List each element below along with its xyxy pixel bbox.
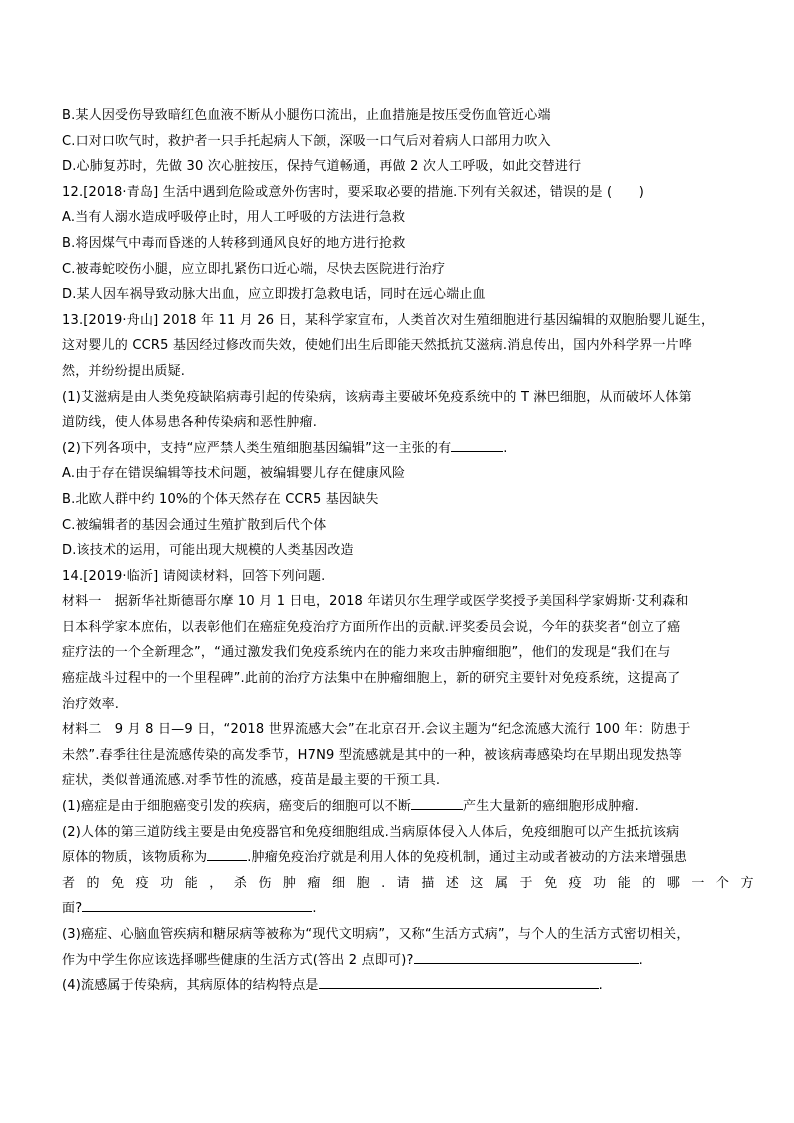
q14-part2-spaced-char: 能 — [617, 875, 631, 891]
q14-part2-spaced-char: ， — [209, 875, 223, 891]
q14-part2-spaced-char: 述 — [445, 875, 460, 891]
q14-material1-line-3: 症疗法的一个全新理念”，“通过激发我们免疫系统内在的能力来攻击肿瘤细胞”，他们的发现是“我们在与 — [62, 645, 671, 661]
q14-part2-spaced-char: 瘤 — [307, 875, 321, 891]
q14-part4-answer-blank[interactable] — [319, 974, 599, 989]
q13-part2-answer-blank[interactable] — [451, 437, 503, 452]
q14-part2-spaced-char: 功 — [160, 875, 174, 891]
q14-part2-spaced-char: 这 — [470, 875, 484, 891]
q14-part2-answer-blank-2[interactable] — [82, 897, 312, 912]
q13-option-c: C.被编辑者的基因会通过生殖扩散到后代个体 — [62, 517, 327, 533]
q13-option-a: A.由于存在错误编辑等技术问题，被编辑婴儿存在健康风险 — [62, 466, 406, 482]
q14-part2-text-a: 原体的物质，该物质称为 — [62, 850, 208, 866]
q14-part3-answer-blank[interactable] — [414, 949, 639, 964]
q14-material1-line-5: 治疗效率. — [62, 696, 120, 712]
q14-part1-answer-blank[interactable] — [411, 795, 463, 810]
q14-part3-line-1: (3)癌症、心脑血管疾病和糖尿病等被称为“现代文明病”，又称“生活方式病”，与个人的生活方式密切相关， — [62, 927, 690, 942]
q11-option-c: C.口对口吹气时，救护者一只手托起病人下颌，深吸一口气后对着病人口部用力吹入 — [62, 133, 551, 149]
q14-part2-spaced-char: 能 — [184, 875, 198, 891]
q14-part2-spaced-char: 个 — [715, 875, 730, 891]
q14-part2-spaced-char: 哪 — [666, 875, 681, 891]
q14-part2-spaced-char: 属 — [494, 875, 509, 891]
q14-part2-spaced-char: . — [381, 875, 386, 891]
q11-option-b: B.某人因受伤导致暗红色血液不断从小腿伤口流出，止血措施是按压受伤血管近心端 — [62, 108, 551, 123]
q14-part2-spaced-char: 于 — [519, 875, 533, 891]
q14-part4 — [62, 973, 754, 999]
q14-part2-answer-blank-1[interactable] — [207, 846, 247, 861]
q14-part2-line-1: (2)人体的第三道防线主要是由免疫器官和免疫细胞组成.当病原体侵入人体后，免疫细胞可以产生抵抗该病 — [62, 824, 680, 840]
q13-stem-line-3: 然，并纷纷提出质疑. — [62, 363, 186, 379]
q14-part2-spaced-char: 方 — [740, 875, 754, 891]
q14-part2-spaced-char: 免 — [111, 875, 125, 891]
q13-stem-line-1: 13.[2019·舟山] 2018 年 11 月 26 日，某科学家宣布，人类首次对生殖细胞进行基因编辑的双胞胎婴儿诞生， — [62, 312, 715, 328]
q14-part2-line-4 — [62, 896, 754, 922]
q13-option-d: D.该技术的运用，可能出现大规模的人类基因改造 — [62, 543, 354, 559]
q11-option-d: D.心肺复苏时，先做 30 次心脏按压，保持气道畅通，再做 2 次人工呼吸，如此交替进行 — [62, 159, 582, 175]
q13-part2 — [62, 436, 754, 462]
q13-part2-period: . — [503, 440, 508, 456]
q14-part2-spaced-char: 的 — [86, 875, 100, 891]
q14-part3-text: 作为中学生你应该选择哪些健康的生活方式(答出 2 点即可)? — [62, 952, 414, 968]
q14-part1-text-b: 产生大量新的癌细胞形成肿瘤. — [463, 799, 639, 815]
q14-part2-spaced-char: 一 — [691, 875, 705, 891]
q14-part3-line-2 — [62, 948, 754, 974]
q14-part4-period: . — [598, 978, 603, 994]
q14-part2-spaced-char: 功 — [593, 875, 607, 891]
q14-part2-spaced-char: 伤 — [258, 875, 272, 891]
q13-part1-line-1: (1)艾滋病是由人类免疫缺陷病毒引起的传染病，该病毒主要破坏免疫系统中的 T 淋巴细胞，从而破坏人体第 — [62, 389, 692, 405]
q14-part2-spaced-char: 的 — [642, 875, 656, 891]
q14-part2-spaced-char: 疫 — [135, 875, 149, 891]
q13-part1-line-2: 道防线，使人体易患各种传染病和恶性肿瘤. — [62, 415, 318, 431]
q14-part1 — [62, 794, 754, 820]
q14-part2-line-2 — [62, 845, 754, 871]
q14-material2-line-2: 未然”.春季往往是流感传染的高发季节，H7N9 型流感就是其中的一种，被该病毒感染均在早期出现发热等 — [62, 747, 683, 763]
q14-stem: 14.[2019·临沂] 请阅读材料，回答下列问题. — [62, 568, 326, 584]
q14-part2-spaced-char: 请 — [396, 875, 410, 891]
q14-material1-line-4: 癌症战斗过程中的一个里程碑”.此前的治疗方法集中在肿瘤细胞上，新的研究主要针对免疫系统，这提高了 — [62, 671, 681, 687]
q14-material2-line-3: 症状，类似普通流感.对季节性的流感，疫苗是最主要的干预工具. — [62, 773, 441, 789]
q12-option-b: B.将因煤气中毒而昏迷的人转移到通风良好的地方进行抢救 — [62, 235, 406, 251]
q14-part2-line-3 — [62, 871, 754, 897]
q13-stem-line-2: 这对婴儿的 CCR5 基因经过修改而失效，使她们出生后即能天然抵抗艾滋病.消息传出，国内外科学界一片哗 — [62, 338, 693, 354]
q14-part2-text-c: 面? — [62, 901, 83, 917]
q14-part2-spaced-char: 描 — [421, 875, 435, 891]
q14-part2-text-b: .肿瘤免疫治疗就是利用人体的免疫机制，通过主动或者被动的方法来增强患 — [247, 850, 688, 866]
q14-part2-spaced-char: 者 — [62, 875, 76, 891]
q14-material1-line-2: 日本科学家本庶佑，以表彰他们在癌症免疫治疗方面所作出的贡献.评奖委员会说，今年的获奖者“创立了癌 — [62, 619, 681, 635]
q14-part2-spaced-char: 杀 — [233, 875, 248, 891]
q14-part1-text-a: (1)癌症是由于细胞癌变引发的疾病，癌变后的细胞可以不断 — [62, 799, 412, 815]
q14-part2-text-d: . — [312, 901, 317, 917]
q13-part2-text: (2)下列各项中，支持“应严禁人类生殖细胞基因编辑”这一主张的有 — [62, 440, 452, 456]
q13-option-b: B.北欧人群中约 10%的个体天然存在 CCR5 基因缺失 — [62, 491, 379, 507]
q14-material1-line-1: 材料一 据新华社斯德哥尔摩 10 月 1 日电，2018 年诺贝尔生理学或医学奖授予美国科学家姆斯·艾利森和 — [62, 594, 689, 610]
q12-option-a: A.当有人溺水造成呼吸停止时，用人工呼吸的方法进行急救 — [62, 210, 406, 226]
q14-part2-spaced-char: 肿 — [282, 875, 297, 891]
q14-part2-spaced-char: 免 — [544, 875, 558, 891]
q14-part2-spaced-char: 胞 — [356, 875, 370, 891]
q12-stem: 12.[2018·青岛] 生活中遇到危险或意外伤害时，要采取必要的措施.下列有关叙述，错误的是 ( ) — [62, 184, 644, 200]
q14-part3-period: . — [638, 952, 643, 968]
q12-option-c: C.被毒蛇咬伤小腿，应立即扎紧伤口近心端，尽快去医院进行治疗 — [62, 261, 446, 277]
q12-option-d: D.某人因车祸导致动脉大出血，应立即拨打急救电话，同时在远心端止血 — [62, 287, 486, 303]
q14-part2-spaced-char: 疫 — [568, 875, 582, 891]
q14-part4-text: (4)流感属于传染病，其病原体的结构特点是 — [62, 978, 319, 994]
q14-material2-line-1: 材料二 9 月 8 日—9 日，“2018 世界流感大会”在北京召开.会议主题为“纪念流感大流行 100 年：防患于 — [62, 722, 691, 738]
q14-part2-spaced-char: 细 — [332, 875, 346, 891]
